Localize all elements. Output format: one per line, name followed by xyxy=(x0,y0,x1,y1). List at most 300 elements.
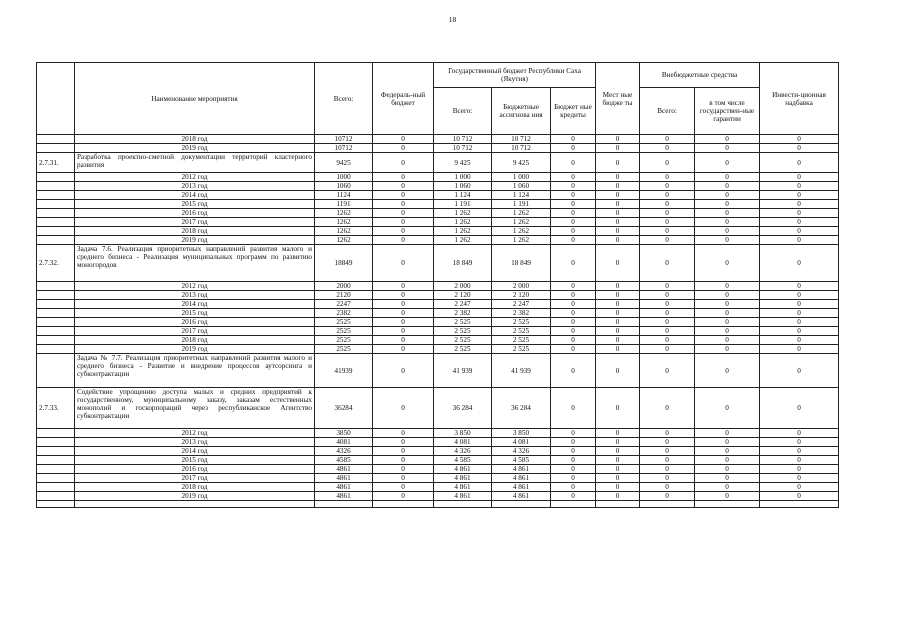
year-row xyxy=(37,209,839,218)
cell-allocations: 2 525 xyxy=(492,336,551,345)
cell-allocations: 18 849 xyxy=(492,245,551,282)
row-name: 2014 год xyxy=(75,447,315,456)
cell-investment: 0 xyxy=(760,388,839,429)
year-row xyxy=(37,318,839,327)
header-extra-total: Всего: xyxy=(640,88,695,135)
row-code xyxy=(37,300,75,309)
cell-guarantees: 0 xyxy=(695,492,760,501)
cell-credits: 0 xyxy=(551,465,596,474)
cell-state-total: 1 262 xyxy=(434,227,492,236)
cell-local: 0 xyxy=(596,483,640,492)
cell-investment: 0 xyxy=(760,153,839,173)
row-code xyxy=(37,354,75,388)
row-code xyxy=(37,465,75,474)
cell-total: 9425 xyxy=(315,153,373,173)
year-row xyxy=(37,135,839,144)
page-number: 18 xyxy=(448,15,457,24)
cell-credits: 0 xyxy=(551,209,596,218)
cell-total: 10712 xyxy=(315,135,373,144)
cell-allocations: 9 425 xyxy=(492,153,551,173)
cell-total: 4326 xyxy=(315,447,373,456)
cell-guarantees: 0 xyxy=(695,209,760,218)
cell-guarantees: 0 xyxy=(695,456,760,465)
cell-state-total: 2 525 xyxy=(434,345,492,354)
row-code xyxy=(37,182,75,191)
row-name: Задача № 7.7. Реализация приоритетных направлений развития малого и среднего бизнеса - Развитие и внедрение процессов аутсорсинга и субконтрактации xyxy=(75,354,315,388)
row-name: 2016 год xyxy=(75,318,315,327)
cell-guarantees: 0 xyxy=(695,309,760,318)
cell-total: 4861 xyxy=(315,483,373,492)
year-row xyxy=(37,191,839,200)
cell-federal: 0 xyxy=(373,327,434,336)
cell-allocations: 2 525 xyxy=(492,345,551,354)
cell-federal: 0 xyxy=(373,447,434,456)
header-state-allocations: Бюджетные ассигнова ния xyxy=(492,88,551,135)
cell-extra-total: 0 xyxy=(640,236,695,245)
cell-guarantees: 0 xyxy=(695,182,760,191)
cell-credits: 0 xyxy=(551,429,596,438)
row-code xyxy=(37,318,75,327)
cell-federal: 0 xyxy=(373,345,434,354)
cell-allocations: 1 060 xyxy=(492,182,551,191)
cell-local: 0 xyxy=(596,492,640,501)
cell-allocations: 4 861 xyxy=(492,465,551,474)
cell-guarantees: 0 xyxy=(695,191,760,200)
cell-credits: 0 xyxy=(551,300,596,309)
year-row xyxy=(37,182,839,191)
row-name: 2013 год xyxy=(75,438,315,447)
cell-state-total: 9 425 xyxy=(434,153,492,173)
year-row xyxy=(37,474,839,483)
cell-state-total: 1 060 xyxy=(434,182,492,191)
cell-state-total: 41 939 xyxy=(434,354,492,388)
header-total: Всего: xyxy=(315,63,373,135)
cell-extra-total: 0 xyxy=(640,474,695,483)
cell-total: 2525 xyxy=(315,345,373,354)
cell-guarantees: 0 xyxy=(695,447,760,456)
cell-extra-total: 0 xyxy=(640,354,695,388)
cell-local: 0 xyxy=(596,465,640,474)
cell-local: 0 xyxy=(596,236,640,245)
year-row xyxy=(37,236,839,245)
empty-cell xyxy=(373,501,434,508)
cell-investment: 0 xyxy=(760,483,839,492)
year-row xyxy=(37,200,839,209)
cell-local: 0 xyxy=(596,191,640,200)
cell-credits: 0 xyxy=(551,218,596,227)
cell-credits: 0 xyxy=(551,309,596,318)
cell-guarantees: 0 xyxy=(695,345,760,354)
cell-investment: 0 xyxy=(760,227,839,236)
cell-total: 18849 xyxy=(315,245,373,282)
cell-allocations: 2 120 xyxy=(492,291,551,300)
cell-local: 0 xyxy=(596,438,640,447)
cell-state-total: 1 124 xyxy=(434,191,492,200)
cell-investment: 0 xyxy=(760,345,839,354)
row-code xyxy=(37,236,75,245)
row-code: 2.7.32. xyxy=(37,245,75,282)
cell-allocations: 4 081 xyxy=(492,438,551,447)
year-row xyxy=(37,438,839,447)
cell-extra-total: 0 xyxy=(640,245,695,282)
cell-allocations: 1 191 xyxy=(492,200,551,209)
cell-guarantees: 0 xyxy=(695,354,760,388)
cell-local: 0 xyxy=(596,309,640,318)
cell-local: 0 xyxy=(596,318,640,327)
cell-state-total: 3 850 xyxy=(434,429,492,438)
cell-guarantees: 0 xyxy=(695,227,760,236)
cell-guarantees: 0 xyxy=(695,438,760,447)
row-code xyxy=(37,191,75,200)
year-row xyxy=(37,300,839,309)
row-code: 2.7.31. xyxy=(37,153,75,173)
cell-extra-total: 0 xyxy=(640,282,695,291)
cell-guarantees: 0 xyxy=(695,282,760,291)
cell-credits: 0 xyxy=(551,447,596,456)
row-code xyxy=(37,492,75,501)
year-row xyxy=(37,336,839,345)
year-row xyxy=(37,282,839,291)
row-name: Разработка проектно-сметной документации территорий кластерного развития xyxy=(75,153,315,173)
cell-allocations: 1 000 xyxy=(492,173,551,182)
row-code xyxy=(37,282,75,291)
task-row xyxy=(37,153,839,173)
cell-credits: 0 xyxy=(551,336,596,345)
cell-local: 0 xyxy=(596,388,640,429)
cell-federal: 0 xyxy=(373,309,434,318)
cell-local: 0 xyxy=(596,209,640,218)
cell-total: 2525 xyxy=(315,336,373,345)
cell-guarantees: 0 xyxy=(695,483,760,492)
cell-guarantees: 0 xyxy=(695,388,760,429)
empty-cell xyxy=(695,501,760,508)
empty-cell xyxy=(434,501,492,508)
cell-allocations: 10 712 xyxy=(492,144,551,153)
row-code xyxy=(37,345,75,354)
row-name: Содействие упрощению доступа малых и средних предприятий к государственному, муниципальному заказу, заказам естественных монополий и госкорпораций через республиканское Агентство субконтрактации xyxy=(75,388,315,429)
cell-state-total: 4 861 xyxy=(434,474,492,483)
row-code xyxy=(37,227,75,236)
cell-credits: 0 xyxy=(551,345,596,354)
cell-allocations: 4 585 xyxy=(492,456,551,465)
year-row xyxy=(37,291,839,300)
cell-investment: 0 xyxy=(760,438,839,447)
row-code xyxy=(37,200,75,209)
cell-extra-total: 0 xyxy=(640,309,695,318)
cell-credits: 0 xyxy=(551,227,596,236)
empty-cell xyxy=(315,501,373,508)
cell-local: 0 xyxy=(596,327,640,336)
cell-total: 36284 xyxy=(315,388,373,429)
empty-cell xyxy=(37,501,75,508)
cell-extra-total: 0 xyxy=(640,300,695,309)
row-name: 2017 год xyxy=(75,474,315,483)
cell-guarantees: 0 xyxy=(695,474,760,483)
cell-local: 0 xyxy=(596,144,640,153)
cell-federal: 0 xyxy=(373,173,434,182)
cell-total: 2525 xyxy=(315,327,373,336)
cell-state-total: 2 120 xyxy=(434,291,492,300)
cell-total: 4861 xyxy=(315,474,373,483)
cell-extra-total: 0 xyxy=(640,200,695,209)
cell-credits: 0 xyxy=(551,182,596,191)
header-state-budget: Государственный бюджет Республики Саха (Якутия) xyxy=(434,63,596,88)
row-name: 2015 год xyxy=(75,456,315,465)
cell-state-total: 2 000 xyxy=(434,282,492,291)
cell-extra-total: 0 xyxy=(640,191,695,200)
cell-federal: 0 xyxy=(373,135,434,144)
header-extra-budget: Внебюджетные средства xyxy=(640,63,760,88)
cell-state-total: 2 525 xyxy=(434,336,492,345)
cell-state-total: 4 081 xyxy=(434,438,492,447)
cell-total: 2000 xyxy=(315,282,373,291)
cell-extra-total: 0 xyxy=(640,483,695,492)
cell-guarantees: 0 xyxy=(695,300,760,309)
cell-credits: 0 xyxy=(551,438,596,447)
row-name: 2016 год xyxy=(75,465,315,474)
cell-federal: 0 xyxy=(373,438,434,447)
row-code: 2.7.33. xyxy=(37,388,75,429)
cell-federal: 0 xyxy=(373,300,434,309)
cell-guarantees: 0 xyxy=(695,327,760,336)
cell-state-total: 4 861 xyxy=(434,483,492,492)
year-row xyxy=(37,144,839,153)
cell-allocations: 4 861 xyxy=(492,483,551,492)
cell-credits: 0 xyxy=(551,245,596,282)
row-name: 2016 год xyxy=(75,209,315,218)
row-name: 2019 год xyxy=(75,236,315,245)
cell-state-total: 4 326 xyxy=(434,447,492,456)
cell-total: 1124 xyxy=(315,191,373,200)
cell-extra-total: 0 xyxy=(640,388,695,429)
cell-extra-total: 0 xyxy=(640,438,695,447)
cell-state-total: 1 262 xyxy=(434,218,492,227)
row-code xyxy=(37,474,75,483)
cell-guarantees: 0 xyxy=(695,336,760,345)
cell-local: 0 xyxy=(596,245,640,282)
cell-federal: 0 xyxy=(373,492,434,501)
year-row xyxy=(37,456,839,465)
cell-allocations: 41 939 xyxy=(492,354,551,388)
cell-investment: 0 xyxy=(760,200,839,209)
cell-allocations: 4 861 xyxy=(492,474,551,483)
cell-local: 0 xyxy=(596,456,640,465)
cell-investment: 0 xyxy=(760,300,839,309)
cell-credits: 0 xyxy=(551,200,596,209)
cell-investment: 0 xyxy=(760,209,839,218)
task-row xyxy=(37,388,839,429)
cell-local: 0 xyxy=(596,153,640,173)
task-row xyxy=(37,354,839,388)
cell-guarantees: 0 xyxy=(695,173,760,182)
cell-credits: 0 xyxy=(551,144,596,153)
row-code xyxy=(37,483,75,492)
empty-cell xyxy=(640,501,695,508)
row-code xyxy=(37,447,75,456)
cell-credits: 0 xyxy=(551,173,596,182)
row-name: 2019 год xyxy=(75,144,315,153)
cell-extra-total: 0 xyxy=(640,173,695,182)
header-code xyxy=(37,63,75,135)
cell-investment: 0 xyxy=(760,218,839,227)
year-row xyxy=(37,309,839,318)
cell-total: 2525 xyxy=(315,318,373,327)
cell-state-total: 2 525 xyxy=(434,318,492,327)
cell-allocations: 10 712 xyxy=(492,135,551,144)
row-name: 2017 год xyxy=(75,327,315,336)
row-name: 2012 год xyxy=(75,429,315,438)
cell-federal: 0 xyxy=(373,200,434,209)
row-code xyxy=(37,309,75,318)
cell-extra-total: 0 xyxy=(640,135,695,144)
cell-investment: 0 xyxy=(760,144,839,153)
row-name: 2014 год xyxy=(75,191,315,200)
cell-guarantees: 0 xyxy=(695,218,760,227)
continuation-row xyxy=(37,501,839,508)
cell-guarantees: 0 xyxy=(695,429,760,438)
cell-local: 0 xyxy=(596,447,640,456)
cell-total: 1262 xyxy=(315,209,373,218)
cell-credits: 0 xyxy=(551,282,596,291)
cell-federal: 0 xyxy=(373,282,434,291)
cell-state-total: 1 262 xyxy=(434,236,492,245)
empty-cell xyxy=(551,501,596,508)
cell-credits: 0 xyxy=(551,318,596,327)
cell-allocations: 2 525 xyxy=(492,318,551,327)
cell-federal: 0 xyxy=(373,429,434,438)
cell-allocations: 3 850 xyxy=(492,429,551,438)
cell-investment: 0 xyxy=(760,474,839,483)
cell-total: 2120 xyxy=(315,291,373,300)
cell-federal: 0 xyxy=(373,144,434,153)
cell-federal: 0 xyxy=(373,291,434,300)
row-code xyxy=(37,209,75,218)
task-row xyxy=(37,245,839,282)
row-code xyxy=(37,438,75,447)
cell-total: 2247 xyxy=(315,300,373,309)
row-code xyxy=(37,291,75,300)
cell-credits: 0 xyxy=(551,354,596,388)
cell-extra-total: 0 xyxy=(640,209,695,218)
cell-extra-total: 0 xyxy=(640,227,695,236)
cell-total: 3850 xyxy=(315,429,373,438)
empty-cell xyxy=(75,501,315,508)
cell-local: 0 xyxy=(596,354,640,388)
cell-investment: 0 xyxy=(760,182,839,191)
cell-extra-total: 0 xyxy=(640,345,695,354)
row-name: 2018 год xyxy=(75,483,315,492)
cell-allocations: 4 861 xyxy=(492,492,551,501)
cell-credits: 0 xyxy=(551,327,596,336)
cell-allocations: 1 262 xyxy=(492,209,551,218)
cell-allocations: 1 124 xyxy=(492,191,551,200)
year-row xyxy=(37,447,839,456)
cell-extra-total: 0 xyxy=(640,327,695,336)
empty-cell xyxy=(492,501,551,508)
cell-credits: 0 xyxy=(551,236,596,245)
cell-state-total: 1 191 xyxy=(434,200,492,209)
cell-extra-total: 0 xyxy=(640,153,695,173)
cell-state-total: 2 525 xyxy=(434,327,492,336)
cell-guarantees: 0 xyxy=(695,245,760,282)
cell-extra-total: 0 xyxy=(640,456,695,465)
cell-total: 4861 xyxy=(315,465,373,474)
cell-local: 0 xyxy=(596,300,640,309)
cell-investment: 0 xyxy=(760,309,839,318)
header-federal: Федераль-ный бюджет xyxy=(373,63,434,135)
row-name: 2013 год xyxy=(75,291,315,300)
cell-extra-total: 0 xyxy=(640,144,695,153)
cell-credits: 0 xyxy=(551,492,596,501)
cell-local: 0 xyxy=(596,474,640,483)
cell-investment: 0 xyxy=(760,354,839,388)
row-code xyxy=(37,218,75,227)
cell-total: 1191 xyxy=(315,200,373,209)
cell-investment: 0 xyxy=(760,236,839,245)
cell-investment: 0 xyxy=(760,135,839,144)
cell-state-total: 10 712 xyxy=(434,144,492,153)
row-name: 2014 год xyxy=(75,300,315,309)
cell-total: 1262 xyxy=(315,218,373,227)
cell-extra-total: 0 xyxy=(640,492,695,501)
cell-federal: 0 xyxy=(373,354,434,388)
cell-federal: 0 xyxy=(373,318,434,327)
cell-state-total: 4 585 xyxy=(434,456,492,465)
cell-state-total: 2 382 xyxy=(434,309,492,318)
cell-total: 4585 xyxy=(315,456,373,465)
cell-allocations: 2 525 xyxy=(492,327,551,336)
cell-investment: 0 xyxy=(760,191,839,200)
cell-federal: 0 xyxy=(373,388,434,429)
cell-federal: 0 xyxy=(373,191,434,200)
cell-federal: 0 xyxy=(373,465,434,474)
cell-guarantees: 0 xyxy=(695,318,760,327)
cell-federal: 0 xyxy=(373,245,434,282)
cell-credits: 0 xyxy=(551,191,596,200)
header-name: Наименование мероприятия xyxy=(75,63,315,135)
cell-extra-total: 0 xyxy=(640,218,695,227)
header-investment: Инвести-ционная надбавка xyxy=(760,63,839,135)
row-code xyxy=(37,327,75,336)
cell-state-total: 36 284 xyxy=(434,388,492,429)
cell-credits: 0 xyxy=(551,153,596,173)
table-header xyxy=(37,63,839,135)
year-row xyxy=(37,345,839,354)
cell-total: 1262 xyxy=(315,227,373,236)
cell-guarantees: 0 xyxy=(695,135,760,144)
cell-state-total: 1 262 xyxy=(434,209,492,218)
cell-credits: 0 xyxy=(551,483,596,492)
row-name: 2018 год xyxy=(75,227,315,236)
cell-federal: 0 xyxy=(373,336,434,345)
cell-total: 10712 xyxy=(315,144,373,153)
cell-investment: 0 xyxy=(760,291,839,300)
cell-local: 0 xyxy=(596,200,640,209)
cell-credits: 0 xyxy=(551,388,596,429)
cell-total: 2382 xyxy=(315,309,373,318)
year-row xyxy=(37,429,839,438)
header-state-credits: Бюджет ные кредиты xyxy=(551,88,596,135)
year-row xyxy=(37,327,839,336)
cell-local: 0 xyxy=(596,336,640,345)
row-name: 2012 год xyxy=(75,282,315,291)
row-name: 2015 год xyxy=(75,200,315,209)
cell-extra-total: 0 xyxy=(640,291,695,300)
row-name: 2018 год xyxy=(75,336,315,345)
cell-investment: 0 xyxy=(760,447,839,456)
cell-federal: 0 xyxy=(373,218,434,227)
cell-guarantees: 0 xyxy=(695,153,760,173)
